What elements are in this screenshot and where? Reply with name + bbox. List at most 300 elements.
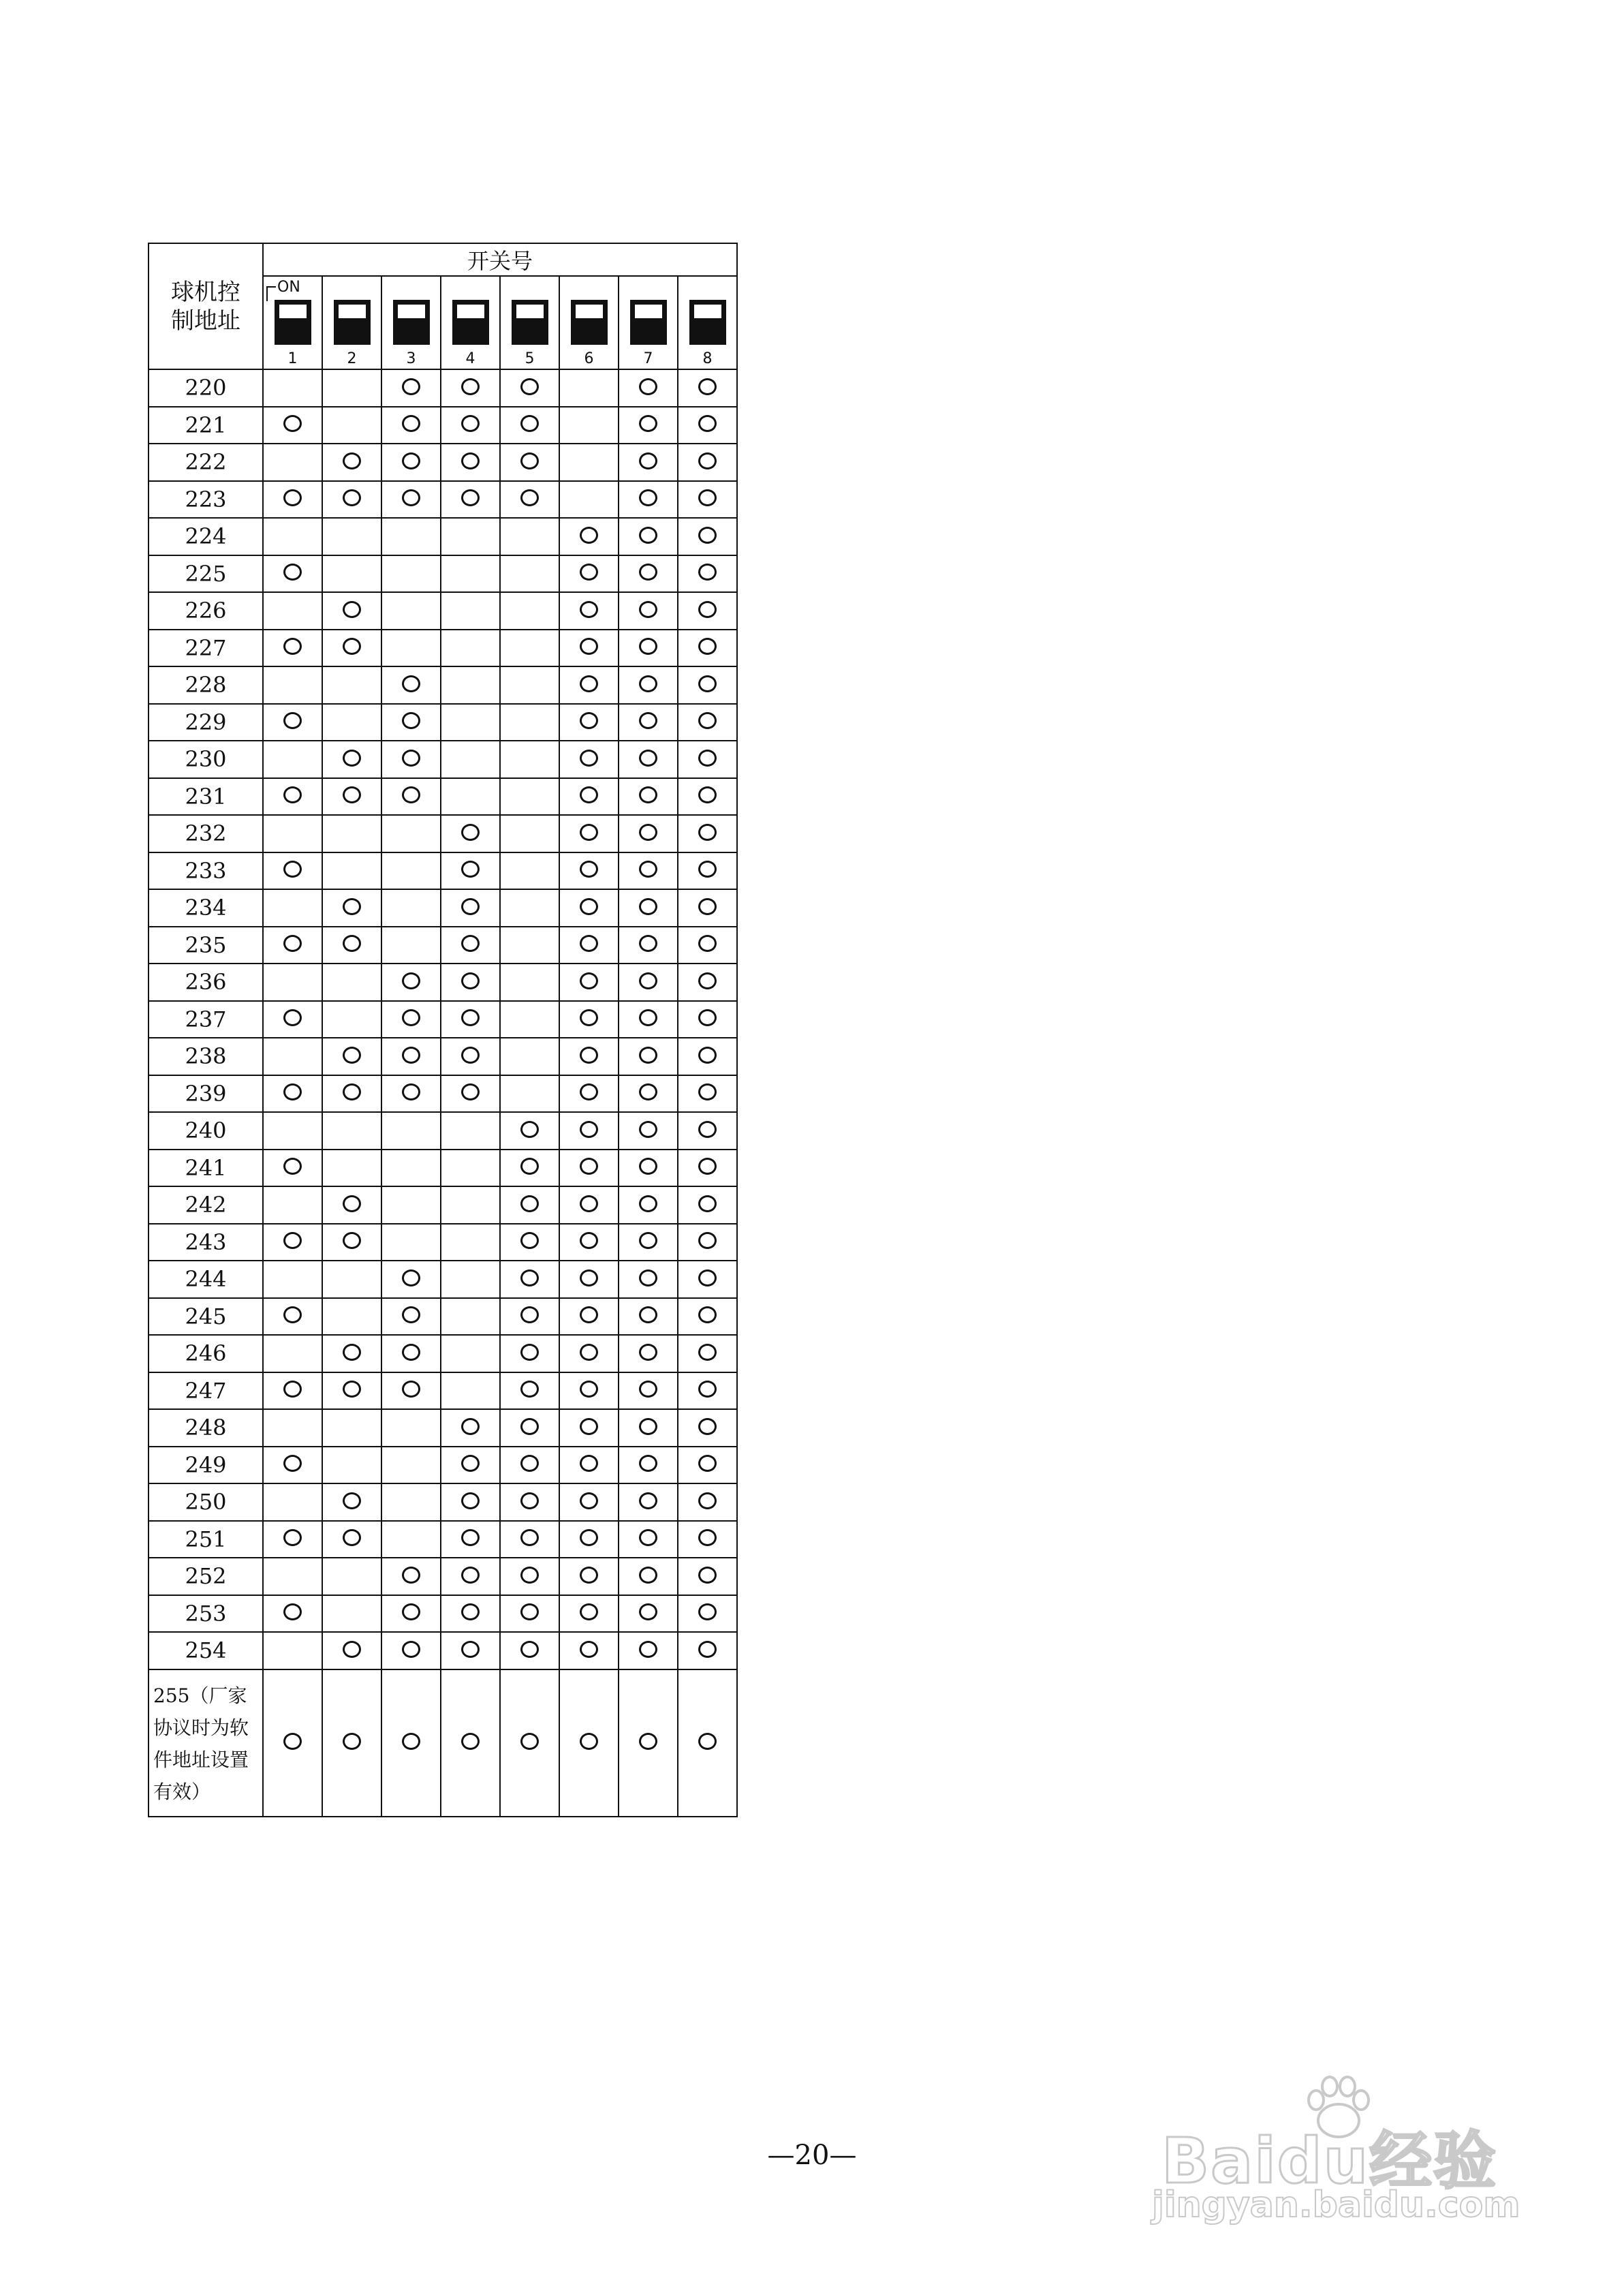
switch-6-cell bbox=[559, 1186, 619, 1224]
address-cell: 249 bbox=[149, 1447, 263, 1484]
on-circle-icon bbox=[461, 1641, 480, 1658]
switch-2-cell bbox=[322, 407, 381, 444]
switch-5-cell bbox=[500, 630, 559, 667]
switch-2-cell bbox=[322, 1001, 381, 1038]
switch-6-cell bbox=[559, 1298, 619, 1336]
switch-5-cell bbox=[500, 1038, 559, 1075]
switch-4-cell bbox=[441, 1632, 500, 1669]
switch-3-cell bbox=[381, 927, 441, 964]
switch-3-cell bbox=[381, 1261, 441, 1298]
switch-7-cell bbox=[619, 481, 678, 519]
on-circle-icon bbox=[402, 1047, 420, 1064]
on-circle-icon bbox=[343, 750, 361, 767]
switch-2-cell bbox=[322, 481, 381, 519]
on-circle-icon bbox=[283, 1158, 302, 1175]
on-circle-icon bbox=[698, 638, 717, 655]
on-circle-icon bbox=[698, 489, 717, 506]
dip-switch-knob bbox=[515, 303, 545, 320]
on-circle-icon bbox=[461, 972, 480, 989]
on-circle-icon bbox=[639, 898, 657, 915]
address-cell: 239 bbox=[149, 1075, 263, 1113]
on-circle-icon bbox=[520, 1195, 539, 1212]
on-circle-icon bbox=[283, 564, 302, 581]
on-circle-icon bbox=[698, 1009, 717, 1026]
switch-7-cell bbox=[619, 1112, 678, 1150]
switch-7-cell bbox=[619, 1483, 678, 1521]
switch-7-cell bbox=[619, 1038, 678, 1075]
switch-3-cell bbox=[381, 741, 441, 778]
switch-8-cell bbox=[678, 704, 737, 741]
on-circle-icon bbox=[580, 1344, 598, 1361]
address-cell: 252 bbox=[149, 1558, 263, 1595]
table-row bbox=[149, 1261, 737, 1298]
switch-3-cell bbox=[381, 1483, 441, 1521]
switch-8-cell bbox=[678, 1558, 737, 1595]
switch-4-cell bbox=[441, 1112, 500, 1150]
switch-4-cell bbox=[441, 1261, 500, 1298]
on-circle-icon bbox=[580, 861, 598, 878]
switch-6-cell bbox=[559, 1261, 619, 1298]
on-circle-icon bbox=[698, 1083, 717, 1100]
address-cell: 227 bbox=[149, 630, 263, 667]
address-cell: 223 bbox=[149, 481, 263, 519]
switch-6-cell bbox=[559, 1521, 619, 1558]
switch-2-cell bbox=[322, 815, 381, 852]
switch-3-cell bbox=[381, 1001, 441, 1038]
switch-group-title: 开关号 bbox=[467, 248, 533, 274]
on-circle-icon bbox=[639, 564, 657, 581]
address-cell: 251 bbox=[149, 1521, 263, 1558]
dip-switch-icon bbox=[334, 300, 371, 345]
switch-7-cell bbox=[619, 1632, 678, 1669]
table-row bbox=[149, 1224, 737, 1261]
dip-switch-icon bbox=[275, 300, 311, 345]
on-circle-icon bbox=[520, 1641, 539, 1658]
on-circle-icon bbox=[639, 1529, 657, 1546]
on-circle-icon bbox=[639, 1083, 657, 1100]
on-circle-icon bbox=[580, 1158, 598, 1175]
on-circle-icon bbox=[461, 378, 480, 395]
address-cell: 238 bbox=[149, 1038, 263, 1075]
on-circle-icon bbox=[343, 1733, 361, 1750]
table-row bbox=[149, 1447, 737, 1484]
switch-2-cell bbox=[322, 555, 381, 593]
on-circle-icon bbox=[520, 1418, 539, 1435]
switch-header-2 bbox=[322, 276, 381, 369]
switch-3-cell bbox=[381, 704, 441, 741]
on-circle-icon bbox=[343, 1083, 361, 1100]
on-circle-icon bbox=[639, 712, 657, 729]
switch-4-cell bbox=[441, 1038, 500, 1075]
on-circle-icon bbox=[580, 898, 598, 915]
on-circle-icon bbox=[283, 786, 302, 803]
switch-5-cell bbox=[500, 1372, 559, 1410]
switch-1-cell bbox=[263, 1298, 322, 1336]
switch-6-cell bbox=[559, 592, 619, 630]
on-circle-icon bbox=[580, 824, 598, 841]
on-circle-icon bbox=[402, 1009, 420, 1026]
switch-8-cell bbox=[678, 1186, 737, 1224]
on-circle-icon bbox=[520, 1529, 539, 1546]
switch-8-cell bbox=[678, 741, 737, 778]
address-cell: 237 bbox=[149, 1001, 263, 1038]
on-circle-icon bbox=[580, 1641, 598, 1658]
on-circle-icon bbox=[461, 415, 480, 432]
dip-switch-icon bbox=[393, 300, 430, 345]
switch-4-cell bbox=[441, 852, 500, 890]
switch-5-cell bbox=[500, 1409, 559, 1447]
on-circle-icon bbox=[580, 1733, 598, 1750]
on-circle-icon bbox=[343, 489, 361, 506]
on-circle-icon bbox=[698, 601, 717, 618]
switch-4-cell bbox=[441, 444, 500, 481]
on-circle-icon bbox=[698, 1529, 717, 1546]
switch-3-cell bbox=[381, 444, 441, 481]
on-circle-icon bbox=[402, 712, 420, 729]
on-circle-icon bbox=[520, 1306, 539, 1323]
switch-8-cell bbox=[678, 1075, 737, 1113]
switch-6-cell bbox=[559, 927, 619, 964]
switch-3-cell bbox=[381, 1595, 441, 1633]
on-circle-icon bbox=[580, 1195, 598, 1212]
switch-7-cell bbox=[619, 407, 678, 444]
switch-7-cell bbox=[619, 1669, 678, 1817]
on-circle-icon bbox=[639, 1344, 657, 1361]
on-circle-icon bbox=[580, 1567, 598, 1584]
address-cell: 245 bbox=[149, 1298, 263, 1336]
dip-switch-address-table bbox=[148, 243, 738, 1817]
on-circle-icon bbox=[639, 861, 657, 878]
on-circle-icon bbox=[580, 1083, 598, 1100]
switch-1-cell bbox=[263, 964, 322, 1001]
switch-1-cell bbox=[263, 741, 322, 778]
switch-6-cell bbox=[559, 1038, 619, 1075]
switch-1-cell bbox=[263, 1075, 322, 1113]
switch-7-cell bbox=[619, 964, 678, 1001]
switch-7-cell bbox=[619, 369, 678, 407]
switch-2-cell bbox=[322, 1112, 381, 1150]
switch-2-cell bbox=[322, 1224, 381, 1261]
address-cell: 254 bbox=[149, 1632, 263, 1669]
switch-7-cell bbox=[619, 1261, 678, 1298]
switch-3-cell bbox=[381, 852, 441, 890]
switch-4-cell bbox=[441, 592, 500, 630]
on-circle-icon bbox=[402, 750, 420, 767]
on-circle-icon bbox=[343, 1344, 361, 1361]
switch-8-cell bbox=[678, 1335, 737, 1372]
switch-3-cell bbox=[381, 369, 441, 407]
switch-8-cell bbox=[678, 927, 737, 964]
switch-5-cell bbox=[500, 1075, 559, 1113]
switch-2-cell bbox=[322, 704, 381, 741]
dip-switch-knob bbox=[693, 303, 723, 320]
switch-4-cell bbox=[441, 964, 500, 1001]
switch-1-cell bbox=[263, 815, 322, 852]
switch-7-cell bbox=[619, 704, 678, 741]
on-circle-icon bbox=[639, 1121, 657, 1138]
on-circle-icon bbox=[283, 415, 302, 432]
address-cell: 235 bbox=[149, 927, 263, 964]
on-circle-icon bbox=[520, 1733, 539, 1750]
on-circle-icon bbox=[343, 601, 361, 618]
on-circle-icon bbox=[639, 1381, 657, 1398]
on-circle-icon bbox=[461, 935, 480, 952]
switch-8-cell bbox=[678, 555, 737, 593]
switch-6-cell bbox=[559, 1372, 619, 1410]
on-circle-icon bbox=[343, 1381, 361, 1398]
switch-6-cell bbox=[559, 407, 619, 444]
table-row bbox=[149, 518, 737, 555]
switch-1-cell bbox=[263, 518, 322, 555]
table-row bbox=[149, 1558, 737, 1595]
switch-8-cell bbox=[678, 444, 737, 481]
switch-3-cell bbox=[381, 1335, 441, 1372]
address-cell: 230 bbox=[149, 741, 263, 778]
switch-7-cell bbox=[619, 927, 678, 964]
switch-6-cell bbox=[559, 630, 619, 667]
on-circle-icon bbox=[639, 1641, 657, 1658]
watermark-url: jingyan.baidu.com bbox=[1152, 2185, 1520, 2225]
switch-5-cell bbox=[500, 1186, 559, 1224]
switch-8-cell bbox=[678, 852, 737, 890]
watermark-brand: Baidu经验 bbox=[1161, 2125, 1498, 2198]
on-circle-icon bbox=[639, 601, 657, 618]
address-cell: 243 bbox=[149, 1224, 263, 1261]
switch-2-cell bbox=[322, 889, 381, 927]
on-circle-icon bbox=[520, 1455, 539, 1472]
address-column-header bbox=[149, 243, 263, 369]
on-circle-icon bbox=[283, 1603, 302, 1620]
on-circle-icon bbox=[698, 824, 717, 841]
switch-7-cell bbox=[619, 1595, 678, 1633]
on-circle-icon bbox=[580, 1269, 598, 1287]
switch-5-cell bbox=[500, 852, 559, 890]
switch-4-cell bbox=[441, 518, 500, 555]
switch-6-cell bbox=[559, 481, 619, 519]
switch-6-cell bbox=[559, 1335, 619, 1372]
on-circle-icon bbox=[402, 489, 420, 506]
on-circle-icon bbox=[639, 527, 657, 544]
on-circle-icon bbox=[343, 452, 361, 469]
switch-4-cell bbox=[441, 1224, 500, 1261]
switch-3-cell bbox=[381, 592, 441, 630]
on-circle-icon bbox=[402, 1306, 420, 1323]
on-circle-icon bbox=[698, 1641, 717, 1658]
switch-4-cell bbox=[441, 666, 500, 704]
switch-1-cell bbox=[263, 778, 322, 816]
switch-7-cell bbox=[619, 444, 678, 481]
switch-6-cell bbox=[559, 889, 619, 927]
on-circle-icon bbox=[639, 1418, 657, 1435]
switch-4-cell bbox=[441, 815, 500, 852]
on-circle-icon bbox=[402, 1344, 420, 1361]
switch-5-cell bbox=[500, 1483, 559, 1521]
on-circle-icon bbox=[698, 1567, 717, 1584]
table-row bbox=[149, 1669, 737, 1817]
on-circle-icon bbox=[343, 1492, 361, 1509]
on-circle-icon bbox=[698, 1381, 717, 1398]
switch-header-8 bbox=[678, 276, 737, 369]
switch-7-cell bbox=[619, 778, 678, 816]
on-circle-icon bbox=[343, 786, 361, 803]
on-circle-icon bbox=[520, 452, 539, 469]
switch-header-1 bbox=[263, 276, 322, 369]
on-circle-icon bbox=[283, 1455, 302, 1472]
switch-5-cell bbox=[500, 666, 559, 704]
on-circle-icon bbox=[639, 452, 657, 469]
switch-8-cell bbox=[678, 778, 737, 816]
address-cell: 231 bbox=[149, 778, 263, 816]
switch-5-cell bbox=[500, 704, 559, 741]
on-circle-icon bbox=[402, 1603, 420, 1620]
on-circle-icon bbox=[698, 452, 717, 469]
table-row bbox=[149, 481, 737, 519]
switch-3-cell bbox=[381, 1409, 441, 1447]
switch-2-cell bbox=[322, 1261, 381, 1298]
switch-1-cell bbox=[263, 1409, 322, 1447]
address-cell: 229 bbox=[149, 704, 263, 741]
switch-3-cell bbox=[381, 1038, 441, 1075]
on-circle-icon bbox=[283, 638, 302, 655]
switch-group-header bbox=[263, 243, 737, 276]
on-circle-icon bbox=[698, 1603, 717, 1620]
switch-6-cell bbox=[559, 741, 619, 778]
switch-1-cell bbox=[263, 369, 322, 407]
on-circle-icon bbox=[698, 1195, 717, 1212]
switch-header-3 bbox=[381, 276, 441, 369]
on-circle-icon bbox=[698, 712, 717, 729]
switch-5-cell bbox=[500, 815, 559, 852]
dip-switch-knob bbox=[634, 303, 663, 320]
dip-switch-knob bbox=[396, 303, 426, 320]
on-circle-icon bbox=[639, 378, 657, 395]
on-circle-icon bbox=[698, 1047, 717, 1064]
on-circle-icon bbox=[639, 675, 657, 692]
on-circle-icon bbox=[580, 527, 598, 544]
table-row bbox=[149, 555, 737, 593]
switch-5-cell bbox=[500, 741, 559, 778]
on-circle-icon bbox=[698, 1306, 717, 1323]
switch-1-cell bbox=[263, 444, 322, 481]
switch-5-cell bbox=[500, 1112, 559, 1150]
on-bracket-icon bbox=[266, 286, 276, 301]
table-row bbox=[149, 444, 737, 481]
on-circle-icon bbox=[698, 378, 717, 395]
switch-1-cell bbox=[263, 1001, 322, 1038]
switch-4-cell bbox=[441, 407, 500, 444]
on-circle-icon bbox=[402, 452, 420, 469]
baidu-jingyan-watermark bbox=[1148, 2071, 1529, 2249]
switch-7-cell bbox=[619, 1224, 678, 1261]
on-circle-icon bbox=[580, 601, 598, 618]
switch-5-cell bbox=[500, 778, 559, 816]
switch-number: 8 bbox=[702, 350, 713, 367]
switch-8-cell bbox=[678, 1298, 737, 1336]
on-circle-icon bbox=[639, 638, 657, 655]
on-circle-icon bbox=[698, 1492, 717, 1509]
on-circle-icon bbox=[698, 1158, 717, 1175]
switch-1-cell bbox=[263, 1261, 322, 1298]
table-row bbox=[149, 1150, 737, 1187]
switch-5-cell bbox=[500, 1335, 559, 1372]
switch-1-cell bbox=[263, 927, 322, 964]
switch-3-cell bbox=[381, 407, 441, 444]
dip-switch-knob bbox=[337, 303, 367, 320]
table-row bbox=[149, 964, 737, 1001]
switch-7-cell bbox=[619, 1558, 678, 1595]
switch-7-cell bbox=[619, 1521, 678, 1558]
on-circle-icon bbox=[461, 1567, 480, 1584]
on-circle-icon bbox=[580, 1455, 598, 1472]
on-circle-icon bbox=[698, 898, 717, 915]
address-cell: 255（厂家协议时为软件地址设置有效） bbox=[149, 1669, 263, 1817]
table-row bbox=[149, 666, 737, 704]
table-row bbox=[149, 1298, 737, 1336]
switch-8-cell bbox=[678, 1372, 737, 1410]
switch-number: 2 bbox=[347, 350, 357, 367]
switch-2-cell bbox=[322, 444, 381, 481]
address-cell: 233 bbox=[149, 852, 263, 890]
switch-4-cell bbox=[441, 555, 500, 593]
on-circle-icon bbox=[520, 415, 539, 432]
table-row bbox=[149, 630, 737, 667]
switch-3-cell bbox=[381, 1372, 441, 1410]
switch-6-cell bbox=[559, 1224, 619, 1261]
switch-1-cell bbox=[263, 1632, 322, 1669]
switch-2-cell bbox=[322, 518, 381, 555]
dip-switch-icon bbox=[452, 300, 489, 345]
table-row bbox=[149, 1521, 737, 1558]
switch-8-cell bbox=[678, 518, 737, 555]
switch-5-cell bbox=[500, 1150, 559, 1187]
switch-5-cell bbox=[500, 407, 559, 444]
on-circle-icon bbox=[461, 1009, 480, 1026]
on-circle-icon bbox=[580, 750, 598, 767]
on-circle-icon bbox=[639, 1306, 657, 1323]
switch-header-5 bbox=[500, 276, 559, 369]
switch-7-cell bbox=[619, 1001, 678, 1038]
address-cell: 228 bbox=[149, 666, 263, 704]
on-circle-icon bbox=[461, 1492, 480, 1509]
on-circle-icon bbox=[343, 1232, 361, 1249]
switch-4-cell bbox=[441, 1595, 500, 1633]
on-circle-icon bbox=[639, 1492, 657, 1509]
switch-number: 1 bbox=[287, 350, 298, 367]
switch-8-cell bbox=[678, 1261, 737, 1298]
switch-6-cell bbox=[559, 1001, 619, 1038]
switch-6-cell bbox=[559, 964, 619, 1001]
dip-switch-knob bbox=[278, 303, 308, 320]
on-circle-icon bbox=[402, 1733, 420, 1750]
address-cell: 232 bbox=[149, 815, 263, 852]
switch-3-cell bbox=[381, 1669, 441, 1817]
switch-3-cell bbox=[381, 1224, 441, 1261]
on-circle-icon bbox=[520, 1381, 539, 1398]
switch-8-cell bbox=[678, 1409, 737, 1447]
on-circle-icon bbox=[402, 1083, 420, 1100]
switch-3-cell bbox=[381, 889, 441, 927]
on-circle-icon bbox=[580, 1381, 598, 1398]
switch-4-cell bbox=[441, 481, 500, 519]
switch-6-cell bbox=[559, 555, 619, 593]
on-circle-icon bbox=[698, 1121, 717, 1138]
switch-4-cell bbox=[441, 1483, 500, 1521]
address-cell: 248 bbox=[149, 1409, 263, 1447]
on-circle-icon bbox=[402, 1567, 420, 1584]
switch-2-cell bbox=[322, 1595, 381, 1633]
switch-2-cell bbox=[322, 369, 381, 407]
address-cell: 244 bbox=[149, 1261, 263, 1298]
